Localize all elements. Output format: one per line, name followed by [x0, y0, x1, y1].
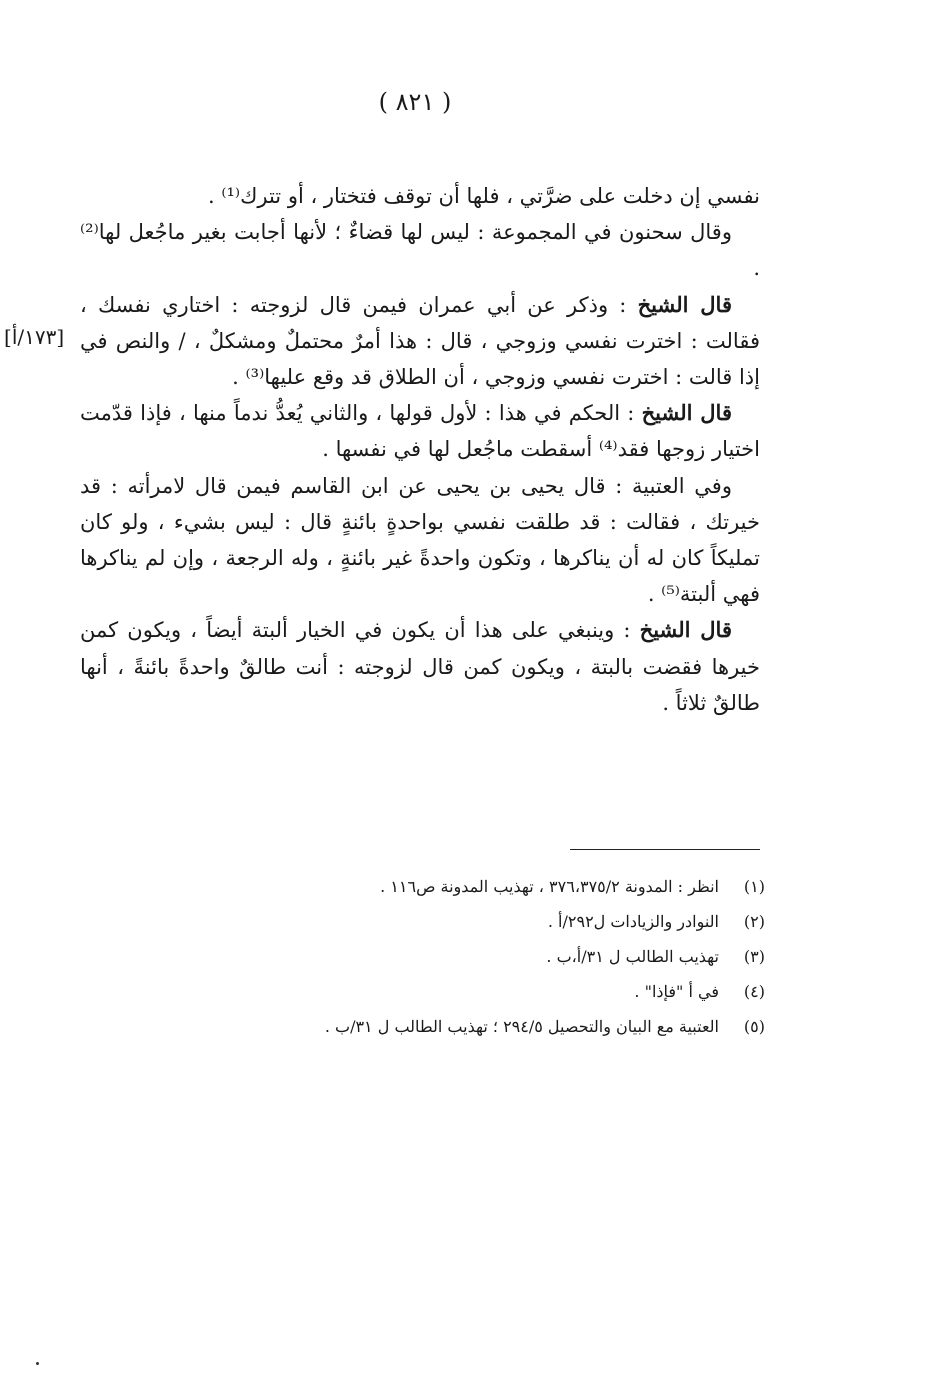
footnote-divider — [570, 849, 760, 850]
footnote-number: (٢) — [743, 912, 765, 931]
footnote — [200, 977, 765, 1012]
footnote-number: (٤) — [743, 982, 765, 1001]
footnote-text: تهذيب الطالب ل ٣١/أ،ب . — [546, 947, 719, 966]
footnote-text: النوادر والزيادات ل٢٩٢/أ . — [547, 912, 719, 931]
footnote-number: (٥) — [743, 1017, 765, 1036]
paragraph-1 — [80, 178, 760, 214]
footnote — [200, 907, 765, 942]
footnote — [200, 1012, 765, 1047]
main-text — [80, 178, 760, 721]
footnote-text: انظر : المدونة ٣٧٦،٣٧٥/٢ ، تهذيب المدونة ص١١٦ . — [380, 877, 719, 896]
paragraph-2-text: وقال سحنون في المجموعة : ليس لها قضاءٌ ؛ لأنها أجابت بغير ماجُعل لها⁽²⁾ . — [80, 220, 760, 281]
footnote — [200, 942, 765, 977]
paragraph-3-lead: قال الشيخ — [637, 291, 732, 317]
page-number: ( ٨٢١ ) — [378, 88, 452, 116]
paragraph-4-text: : الحكم في هذا : لأول قولها ، والثاني يُعدُّ ندماً منها ، فإذا قدّمت اختيار زوجها فقد⁽⁴⁾ أسقطت ماجُعل لها في نفسها . — [80, 401, 760, 462]
footnote-number: (٣) — [743, 947, 765, 966]
paragraph-3-text: : وذكر عن أبي عمران فيمن قال لزوجته : اختاري نفسك ، فقالت : اخترت نفسي وزوجي ، قال : هذا أمرٌ محتملٌ ومشكلٌ ، / والنص في إذا قالت : اخترت نفسي وزوجي ، أن الطلاق قد وقع عليها⁽³⁾ . — [80, 292, 760, 390]
paragraph-5 — [80, 468, 760, 613]
paragraph-1-text: نفسي إن دخلت على ضرَّتي ، فلها أن توقف فتختار ، أو تترك⁽¹⁾ . — [207, 184, 760, 208]
paragraph-2 — [80, 214, 760, 286]
footnote-number: (١) — [743, 877, 765, 896]
paragraph-4-lead: قال الشيخ — [641, 400, 732, 426]
footnote-text: في أ "فإذا" . — [634, 982, 719, 1001]
paragraph-5-text: وفي العتبية : قال يحيى بن يحيى عن ابن القاسم فيمن قال لامرأته : قد خيرتك ، فقالت : قد طلقت نفسي بواحدةٍ بائنةٍ قال : ليس بشيء ، ولو كان تمليكاً كان له أن يناكرها ، وتكون واحدةً غير بائنةٍ ، وله الرجعة ، وإن لم يناكرها فهي ألبتة⁽⁵⁾ . — [80, 473, 760, 607]
paragraph-3 — [80, 287, 760, 396]
margin-folio-reference: [١٧٣/أ] — [4, 325, 65, 349]
paragraph-4 — [80, 395, 760, 467]
footnote-text: العتبية مع البيان والتحصيل ٢٩٤/٥ ؛ تهذيب الطالب ل ٣١/ب . — [324, 1017, 719, 1036]
paragraph-6-text: : وينبغي على هذا أن يكون في الخيار ألبتة أيضاً ، ويكون كمن خيرها فقضت بالبتة ، ويكون كمن قال لزوجته : أنت طالقٌ واحدةً بائنةً ، أنها طالقٌ ثلاثاً . — [80, 618, 760, 715]
scan-speck — [36, 1362, 39, 1365]
footnote — [200, 872, 765, 907]
paragraph-6 — [80, 612, 760, 721]
paragraph-6-lead: قال الشيخ — [639, 617, 732, 643]
footnotes — [200, 872, 765, 1047]
